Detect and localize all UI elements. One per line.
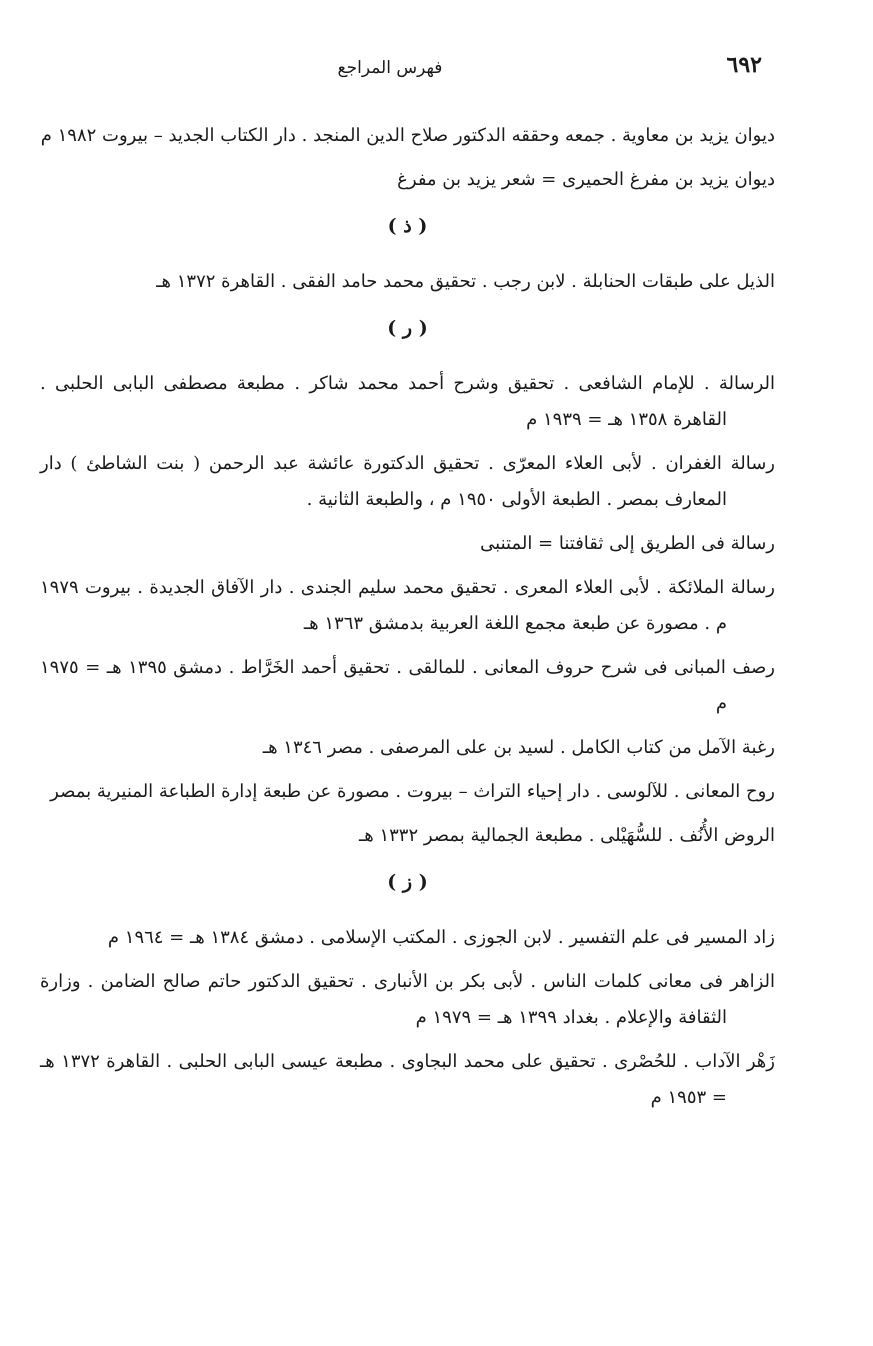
reference-entry: رسالة الملائكة . لأبى العلاء المعرى . تحقيق محمد سليم الجندى . دار الآفاق الجديدة . بيروت ١٩٧٩ م . مصورة عن طبعة مجمع اللغة العربية بدمشق ١٣٦٣ هـ xyxy=(40,577,775,634)
bibliography-content xyxy=(40,118,775,1124)
section-heading-dhal: ( ذ ) xyxy=(387,215,428,237)
reference-entry: رسالة فى الطريق إلى ثقافتنا = المتنبى xyxy=(480,533,775,554)
reference-entry: الرسالة . للإمام الشافعى . تحقيق وشرح أحمد محمد شاكر . مطبعة مصطفى البابى الحلبى . القاهرة ١٣٥٨ هـ = ١٩٣٩ م xyxy=(40,373,775,430)
reference-entry: رغبة الآمل من كتاب الكامل . لسيد بن على المرصفى . مصر ١٣٤٦ هـ xyxy=(262,737,775,758)
reference-entry: الذيل على طبقات الحنابلة . لابن رجب . تحقيق محمد حامد الفقى . القاهرة ١٣٧٢ هـ xyxy=(156,271,775,292)
reference-entry: ديوان يزيد بن معاوية . جمعه وحققه الدكتور صلاح الدين المنجد . دار الكتاب الجديد – بيروت ١٩٨٢ م xyxy=(40,125,775,146)
reference-entry: الروض الأُنُف . للسُّهَيْلى . مطبعة الجمالية بمصر ١٣٣٢ هـ xyxy=(358,825,775,846)
section-heading-zay: ( ز ) xyxy=(387,871,428,893)
reference-entry: روح المعانى . للآلوسى . دار إحياء التراث – بيروت . مصورة عن طبعة إدارة الطباعة المنيرية بمصر xyxy=(50,781,775,802)
section-heading-ra: ( ر ) xyxy=(387,317,428,339)
reference-entry: زاد المسير فى علم التفسير . لابن الجوزى . المكتب الإسلامى . دمشق ١٣٨٤ هـ = ١٩٦٤ م xyxy=(107,927,775,948)
reference-entry: رصف المبانى فى شرح حروف المعانى . للمالقى . تحقيق أحمد الخَرَّاط . دمشق ١٣٩٥ هـ = ١٩٧٥ م xyxy=(40,657,775,714)
reference-entry: ديوان يزيد بن مفرغ الحميرى = شعر يزيد بن مفرغ xyxy=(397,169,775,190)
reference-entry: الزاهر فى معانى كلمات الناس . لأبى بكر بن الأنبارى . تحقيق الدكتور حاتم صالح الضامن . وزارة الثقافة والإعلام . بغداد ١٣٩٩ هـ = ١٩٧٩ م xyxy=(40,971,775,1028)
reference-entry: رسالة الغفران . لأبى العلاء المعرّى . تحقيق الدكتورة عائشة عبد الرحمن ( بنت الشاطئ ) دار المعارف بمصر . الطبعة الأولى ١٩٥٠ م ، والطبعة الثانية . xyxy=(40,453,775,510)
reference-entry: زَهْر الآداب . للحُصْرى . تحقيق على محمد البجاوى . مطبعة عيسى البابى الحلبى . القاهرة ١٣٧٢ هـ = ١٩٥٣ م xyxy=(40,1051,775,1108)
running-header-title: فهرس المراجع xyxy=(337,58,443,78)
page-number: ٦٩٢ xyxy=(726,52,762,78)
